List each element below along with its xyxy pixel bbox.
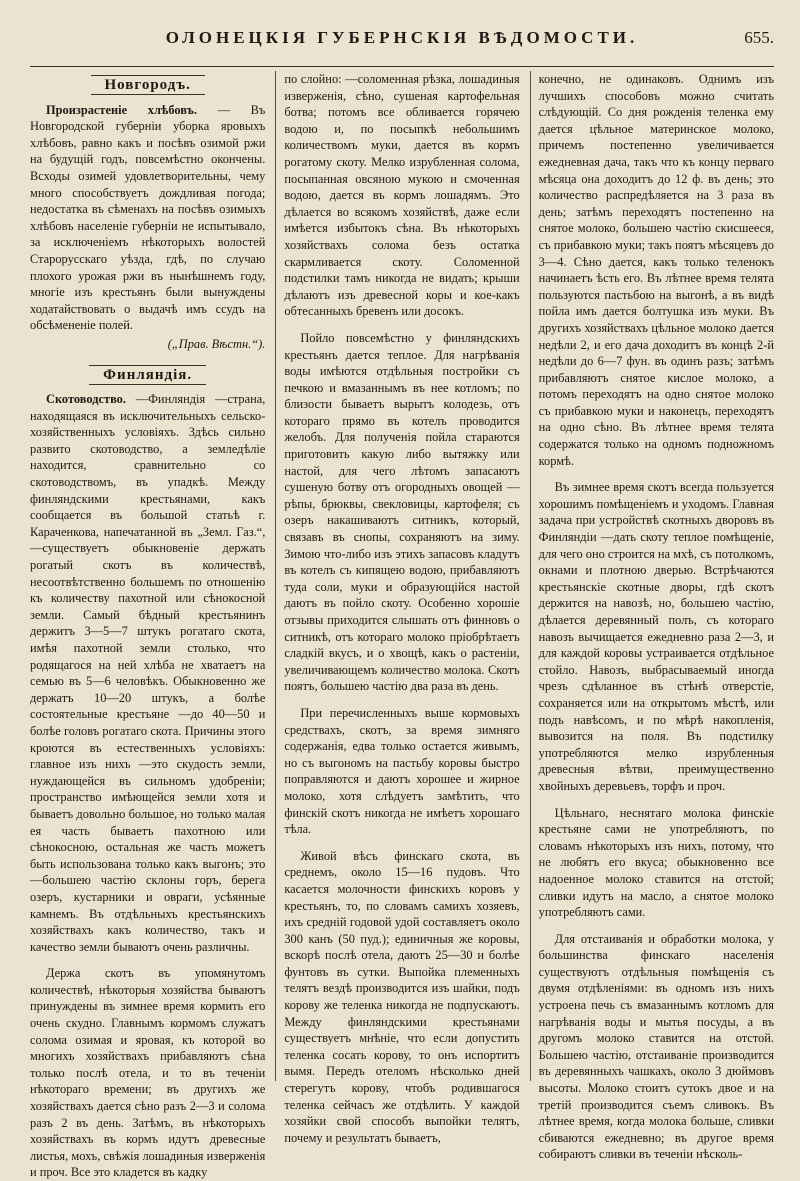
article-novgorod (30, 102, 265, 334)
masthead: ОЛОНЕЦКІЯ ГУБЕРНСКІЯ ВѢДОМОСТИ. (165, 28, 639, 47)
article-finland-p2: Держа скотъ въ упомянутомъ количествѣ, нѣкоторыя хозяйства бываютъ принуждены въ зимнее время кормить его очень скудно. Главнымъ кормомъ служатъ солома озимая и яровая, къ которой во многихъ хозяйствахъ прибавляютъ сѣна только послѣ отела, и то въ теченіи нѣкотораго времени; въ другихъ же хозяйствахъ дается сѣно разъ 2—3 и солома разъ 2 въ день. Затѣмъ, въ нѣкоторыхъ хозяйствахъ въ кормъ идутъ древесные листья, мохъ, свѣжія лошадиныя изверженія и проч. Все это кладется въ кадку (30, 966, 266, 1180)
section-title-novgorod (30, 77, 265, 94)
paragraph: по слойно: —соломенная рѣзка, лошадиныя изверженія, сѣно, сушеная картофельная ботва; потомъ все обливается горячею водою и, по посыпкѣ небольшимъ количествомъ муки, дается въ кормъ рогатому скоту. Мелко изрубленная солома, посыпанная овсяною мукою и смоченная водою, дается въ кормъ лошадямъ. Это дѣлается во всякомъ хозяйствѣ, даже если имѣется избытокъ сѣна. Въ нѣкоторыхъ хозяйствахъ солома безъ остатка скармливается скоту. Соломенной подстилки тамъ никогда не видать; крыши дѣлаютъ изъ древесной коры и кое-какъ обтесанныхъ бревенъ или досокъ. (284, 72, 520, 319)
paragraph: Цѣльнаго, неснятаго молока финскіе крестьяне сами не употребляютъ, по словамъ нѣкоторыхъ изъ нихъ, потому, что не любятъ его вкуса; обыкновенно все надоенное молоко ставится на отстой; сливки идутъ на масло, а снятое молоко употребляютъ сами. (538, 805, 774, 920)
section-title-novgorod-text: Новгородъ. (91, 75, 205, 95)
section-title-finland (30, 367, 265, 384)
text-columns (30, 71, 774, 1180)
paragraph: Въ зимнее время скотъ всегда пользуется хорошимъ помѣщеніемъ и уходомъ. Главная задача при устройствѣ скотныхъ дворовъ въ Финляндіи —дать скоту теплое помѣщеніе, для чего оно строится на мхѣ, съ потолкомъ, окнами и плотною дверью. Встрѣчаются крестьянскіе скотные дворы, гдѣ скотъ держится на навозѣ, но, большею частію, дѣлается деревянный полъ, съ котораго навозъ вычищается ежедневно раза 2—3, и для каждой коровы устраивается отдѣльное стойло. Навозъ, выбрасываемый иногда чрезъ сдѣланное въ стѣнѣ отверстіе, сохраняется или на открытомъ мѣстѣ, или подъ навѣсомъ, и по мѣрѣ накопленія, вывозится на поля. Въ подстилку употребляются мелко изрубленныя древесныя вѣтви, преимущественно хвойныхъ деревьевъ, торфъ и проч. (538, 480, 774, 793)
column-3 (530, 71, 774, 1162)
source-citation: („Прав. Вѣстн.“). (167, 336, 266, 351)
paragraph: Живой вѣсъ финскаго скота, въ среднемъ, около 15—16 пудовъ. Что касается молочности финскихъ коровъ у крестьянъ, то, по словамъ самихъ хозяевъ, ихъ средній годовой удой составляетъ около 300 канъ (50 пуд.); единичныя же коровы, вскорѣ послѣ отела, даютъ 25—30 и болѣе фунтовъ въ сутки. Выпойка племенныхъ телятъ вездѣ производится изъ шайки, подъ корову же теленка никогда не подпускаютъ. Между финляндскими крестьянами существуетъ мнѣніе, что если допустить теленка сосать корову, то онъ испортитъ вымя. Передъ отеломъ нѣсколько дней стерегутъ корову, чтобъ родившагося теленка сейчасъ же отдѣлить. У каждой хозяйки свой способъ выпойки телятъ, почему и результатъ бываетъ, (284, 848, 520, 1145)
paragraph: Пойло повсемѣстно у финляндскихъ крестьянъ дается теплое. Для нагрѣванія воды имѣются отдѣльныя постройки съ печкою и вмазаннымъ въ нее котломъ; по близости бываетъ вырытъ колодезь, отъ котораго прямо въ котелъ проводится желобъ. Для полученія пойла стараются приготовить какую либо вытяжку или настой, для чего лѣтомъ запасаютъ сушеную ботву отъ огородныхъ овощей —рѣпы, брюквы, свекловицы, картофеля; съ озеръ накашиваютъ ситникъ, который, связавъ въ снопы, сохраняютъ на зиму. Зимою что-либо изъ этихъ запасовъ кладутъ въ котелъ съ кипящею водою, прибавляютъ туда соли, муки и образующійся настой даютъ въ пойло скоту. Особенно хорошіе отзывы приходится слышать отъ финновъ о ситникѣ, отъ котораго молоко пріобрѣтаетъ сладкій вкусъ, и о хвощѣ, какъ о растеніи, увеличивающемъ количество молока. Скотъ поятъ, большею частію два раза въ день. (284, 330, 520, 694)
article-text: —Финляндія —страна, находящаяся въ исключительныхъ сельско-хозяйственныхъ условіяхъ. Здѣсь сильно развито скотоводство, а земледѣліе находится, сравнительно со скотоводствомъ, въ упадкѣ. Между финляндскими крестьянами, какъ сообщается въ большой статьѣ г. Караченкова, напечатанной въ „Земл. Газ.“, —существуетъ обыкновеніе держать рогатый скотъ въ количествѣ, несоотвѣтственно большемъ по отношенію къ количеству пахотной или сѣнокосной земли. Самый бѣдный крестьянинъ держитъ 3—5—7 штукъ рогатаго скота, имѣя пахотной земли столько, что родящагося на ней хлѣба не хватаетъ на семью въ 5—6 человѣкъ. Обыкновенно же держатъ 10—20 штукъ, а болѣе состоятельные крестьяне —до 40—50 и болѣе головъ рогатаго скота. Причины этого кроются въ естественныхъ условіяхъ: главное изъ нихъ —это скудость земли, нуждающейся въ сильномъ удобреніи; пространство имѣющейся земли хотя и бываетъ довольно большое, но только малая ея часть бываетъ пахотною или сѣнокосною, остальная же часть можетъ быть использована только какъ выгонъ; это —большею частію склоны горъ, берега озеръ, кустарники и овраги, усѣянные камнемъ. Въ отдѣльныхъ крестьянскихъ хозяйствахъ какъ количество, такъ и качество земли бываютъ очень различны. (30, 392, 266, 954)
separator (30, 353, 265, 361)
article-text: — Въ Новгородской губерніи уборка яровыхъ хлѣбовъ, равно какъ и посѣвъ озимой ржи на будущій годъ, повсемѣстно окончены. Всходы озимей удовлетворительны, чему много способствуетъ дождливая погода; недостатка въ сѣменахъ на посѣвъ озимыхъ хлѣбовъ населеніе губерніи не испытывало, за исключеніемъ нѣкоторыхъ волостей Старорусскаго уѣзда, гдѣ, по случаю плохого урожая ржи въ нынѣшнемъ году, многіе изъ крестьянъ были вынуждены ходатайствовать о выдачѣ имъ ссудъ на обсѣмененіе полей. (30, 102, 266, 333)
section-title-finland-text: Финляндія. (89, 365, 206, 385)
page-number: 655. (744, 28, 774, 47)
paragraph: конечно, не одинаковъ. Однимъ изъ лучшихъ способовъ можно считать слѣдующій. Со дня рожденія теленка ему дается цѣльное материнское молоко, причемъ постепенно увеличивается ежедневная дача, такъ что къ концу перваго мѣсяца она доходитъ до 12 ф. въ день; это количество распредѣляется на 3 раза въ день; затѣмъ переходятъ постепенно на снятое молоко, большею частію скисшееся, съ прибавкою муки; такъ поятъ мѣсяцевъ до 3—4. Сѣно дается, какъ только теленокъ начинаетъ ѣсть его. Въ лѣтнее время телята пользуются пастьбою на выгонѣ, а въ видѣ пойла имъ дается болтушка изъ муки. Въ другихъ хозяйствахъ цѣльное молоко дается недѣли 2, и его дача доходитъ въ концѣ 2-й недѣли до 6—7 фун. въ одинъ разъ; затѣмъ прибавляютъ снятое кислое молоко, а потомъ переходятъ на одно снятое молоко съ прибавкою муки и наконецъ, переходятъ на одно сѣно. Въ лѣтнее время телята содержатся только на одномъ подножномъ кормѣ. (538, 72, 774, 468)
paragraph: При перечисленныхъ выше кормовыхъ средствахъ, скотъ, за время зимняго содержанія, едва только остается живымъ, но съ выгономъ на пастьбу коровы быстро поправляются и даютъ хорошее и жирное молоко, хотя слѣдуетъ замѣтить, что финскій скотъ никогда не имѣетъ хорошаго тѣла. (284, 705, 520, 837)
column-1 (30, 71, 266, 1180)
running-head (30, 28, 774, 67)
article-finland-p1 (30, 391, 265, 955)
paragraph: Для отстаиванія и обработки молока, у большинства финскаго населенія существуютъ отдѣльныя помѣщенія съ двумя отдѣленіями: въ одномъ изъ нихъ устроена печь съ вмазаннымъ котломъ для нагрѣванія воды и мытья посуды, а въ другомъ молоко ставится на отстой. Большею частію, отстаиваніе производится въ деревянныхъ чашкахъ, около 3 дюймовъ высоты. Молоко стоитъ сутокъ двое и на третій производится съемъ сливокъ. Въ лѣтнее время, когда молока больше, сливки сбиваются ежедневно; въ другое время собираютъ сливки въ теченіи нѣсколь- (538, 931, 774, 1162)
lead-term: Скотоводство. (46, 392, 126, 407)
column-2 (275, 71, 520, 1145)
lead-term: Произрастеніе хлѣбовъ. (46, 102, 197, 117)
